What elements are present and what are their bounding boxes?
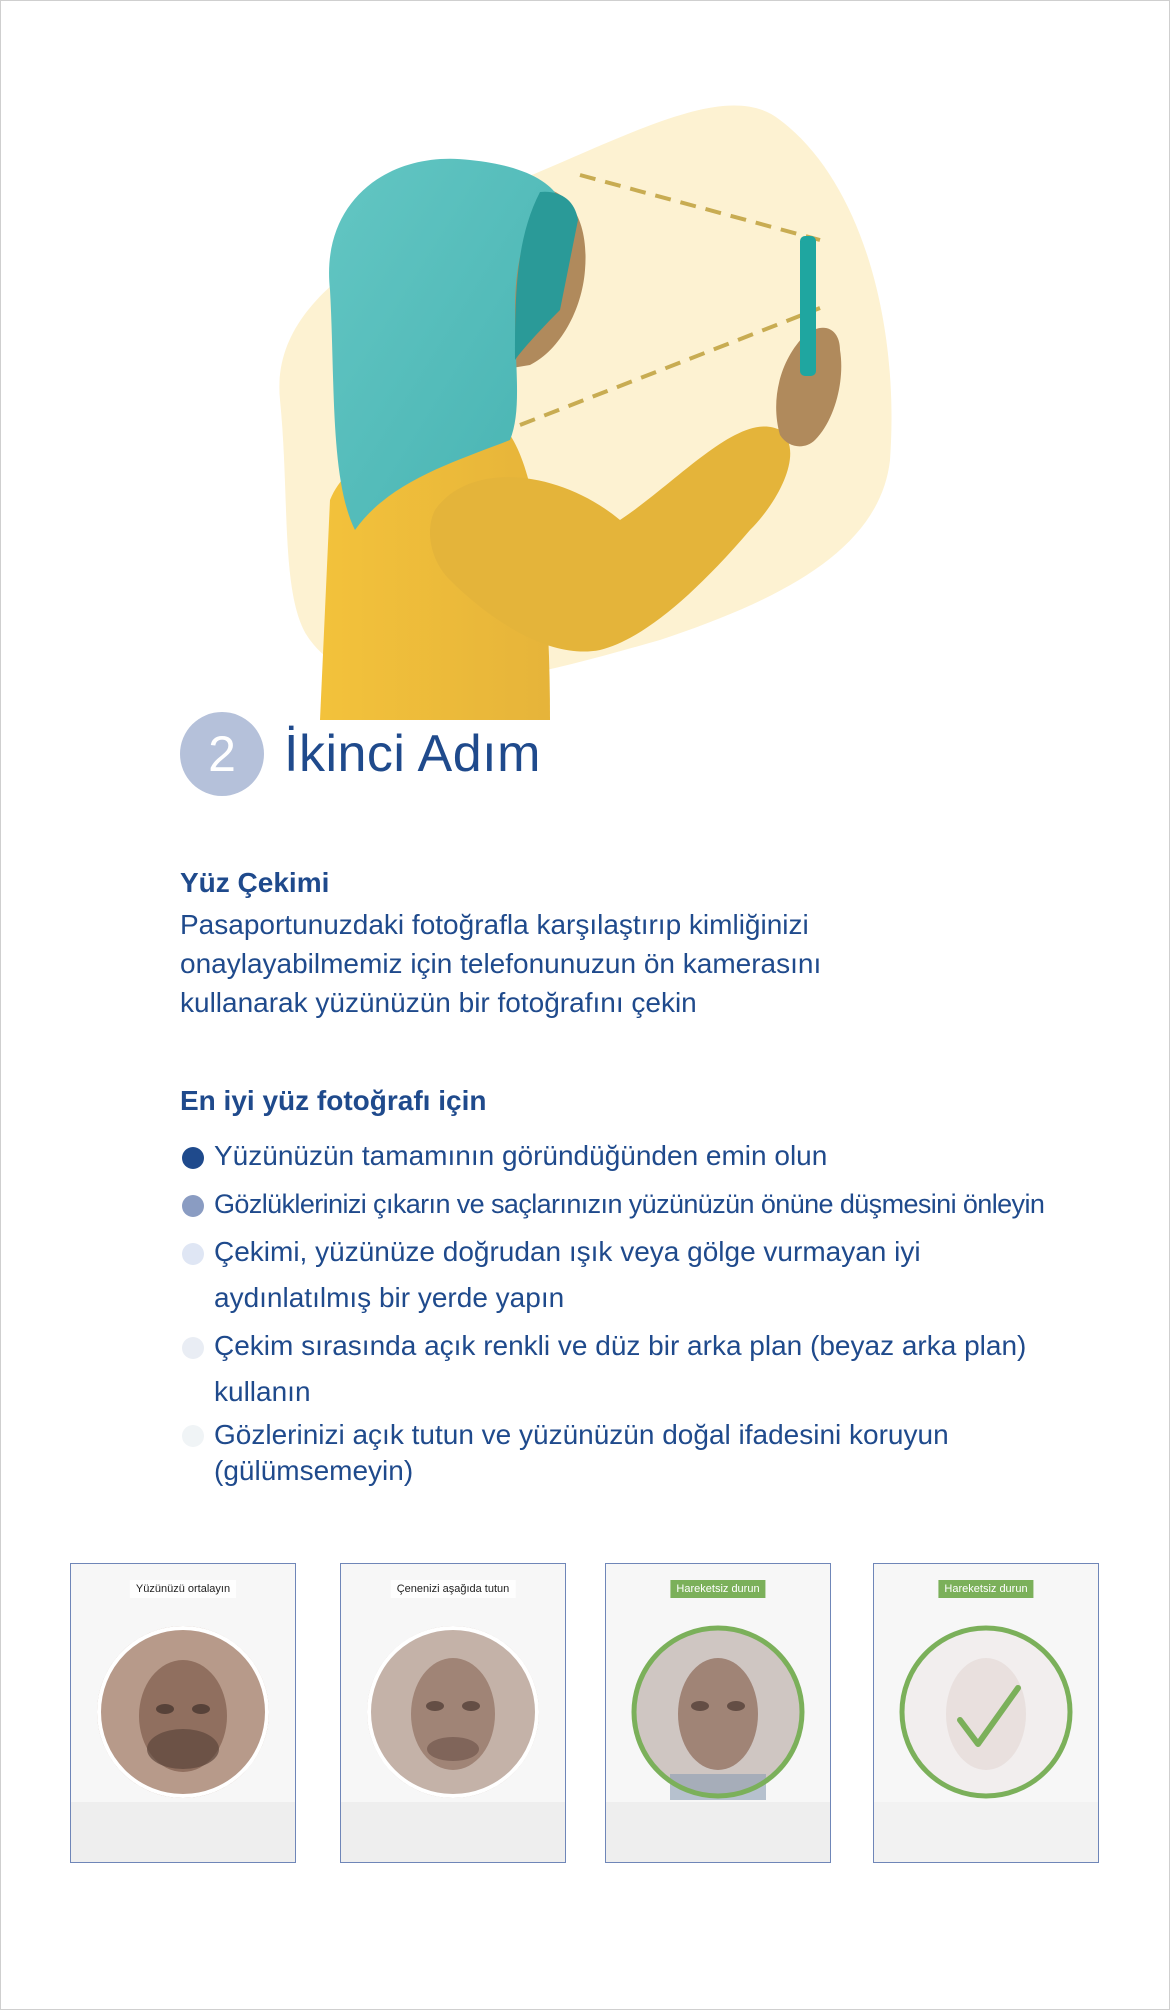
tip-item <box>180 1181 1110 1227</box>
success-check-frame <box>898 1624 1074 1800</box>
tips-list <box>180 1133 1110 1491</box>
tip-text: Gözlerinizi açık tutun ve yüzünüzün doğal ifadesini koruyun <box>214 1419 949 1450</box>
shirt-area <box>874 1802 1098 1862</box>
bullet-dot <box>182 1195 204 1217</box>
bullet-dot <box>182 1337 204 1359</box>
shirt-area <box>341 1802 565 1862</box>
tip-text: (gülümsemeyin) <box>214 1455 414 1486</box>
tip-item <box>180 1323 1110 1415</box>
description-line: kullanarak yüzünüzün bir fotoğrafını çekin <box>180 987 697 1018</box>
example-screens <box>70 1563 1100 1863</box>
bullet-dot <box>182 1243 204 1265</box>
step-header <box>180 712 541 796</box>
face-portrait <box>365 1624 541 1800</box>
face-frame <box>630 1624 806 1800</box>
description-line: onaylayabilmemiz için telefonunuzun ön kamerasını <box>180 948 822 979</box>
tip-text: Çekimi, yüzünüze doğrudan ışık veya gölge vurmayan iyi <box>214 1236 921 1267</box>
tip-item <box>180 1133 1110 1179</box>
card-instruction: Hareketsiz durun <box>670 1580 765 1598</box>
example-card-chin-down <box>340 1563 566 1863</box>
example-card-center-face <box>70 1563 296 1863</box>
tip-text: kullanın <box>214 1376 311 1407</box>
face-capture-description <box>180 905 1040 1022</box>
shirt-area <box>71 1802 295 1862</box>
card-instruction: Yüzünüzü ortalayın <box>130 1580 236 1598</box>
tip-text: Gözlüklerinizi çıkarın ve saçlarınızın yüzünüzün önüne düşmesini önleyin <box>214 1189 1045 1219</box>
step-title: İkinci Adım <box>284 725 541 783</box>
tips-heading: En iyi yüz fotoğrafı için <box>180 1085 487 1116</box>
tip-item <box>180 1417 1110 1489</box>
shirt-area <box>606 1802 830 1862</box>
step-number-badge: 2 <box>180 712 264 796</box>
tip-text: Yüzünüzün tamamının göründüğünden emin olun <box>214 1140 828 1171</box>
bullet-dot <box>182 1147 204 1169</box>
example-card-hold-still <box>605 1563 831 1863</box>
face-portrait <box>630 1624 806 1800</box>
example-card-success <box>873 1563 1099 1863</box>
face-frame <box>95 1624 271 1800</box>
selfie-illustration <box>260 80 920 720</box>
card-instruction: Hareketsiz durun <box>938 1580 1033 1598</box>
face-portrait <box>95 1624 271 1800</box>
tip-text: Çekim sırasında açık renkli ve düz bir arka plan (beyaz arka plan) <box>214 1330 1027 1361</box>
description-line: Pasaportunuzdaki fotoğrafla karşılaştırıp kimliğinizi <box>180 909 809 940</box>
card-instruction: Çenenizi aşağıda tutun <box>391 1580 516 1598</box>
tip-item <box>180 1229 1110 1321</box>
face-frame <box>365 1624 541 1800</box>
tip-text: aydınlatılmış bir yerde yapın <box>214 1282 565 1313</box>
phone-shape <box>800 236 816 376</box>
bullet-dot <box>182 1425 204 1447</box>
face-capture-heading: Yüz Çekimi <box>180 867 330 898</box>
face-frame <box>898 1624 1074 1800</box>
